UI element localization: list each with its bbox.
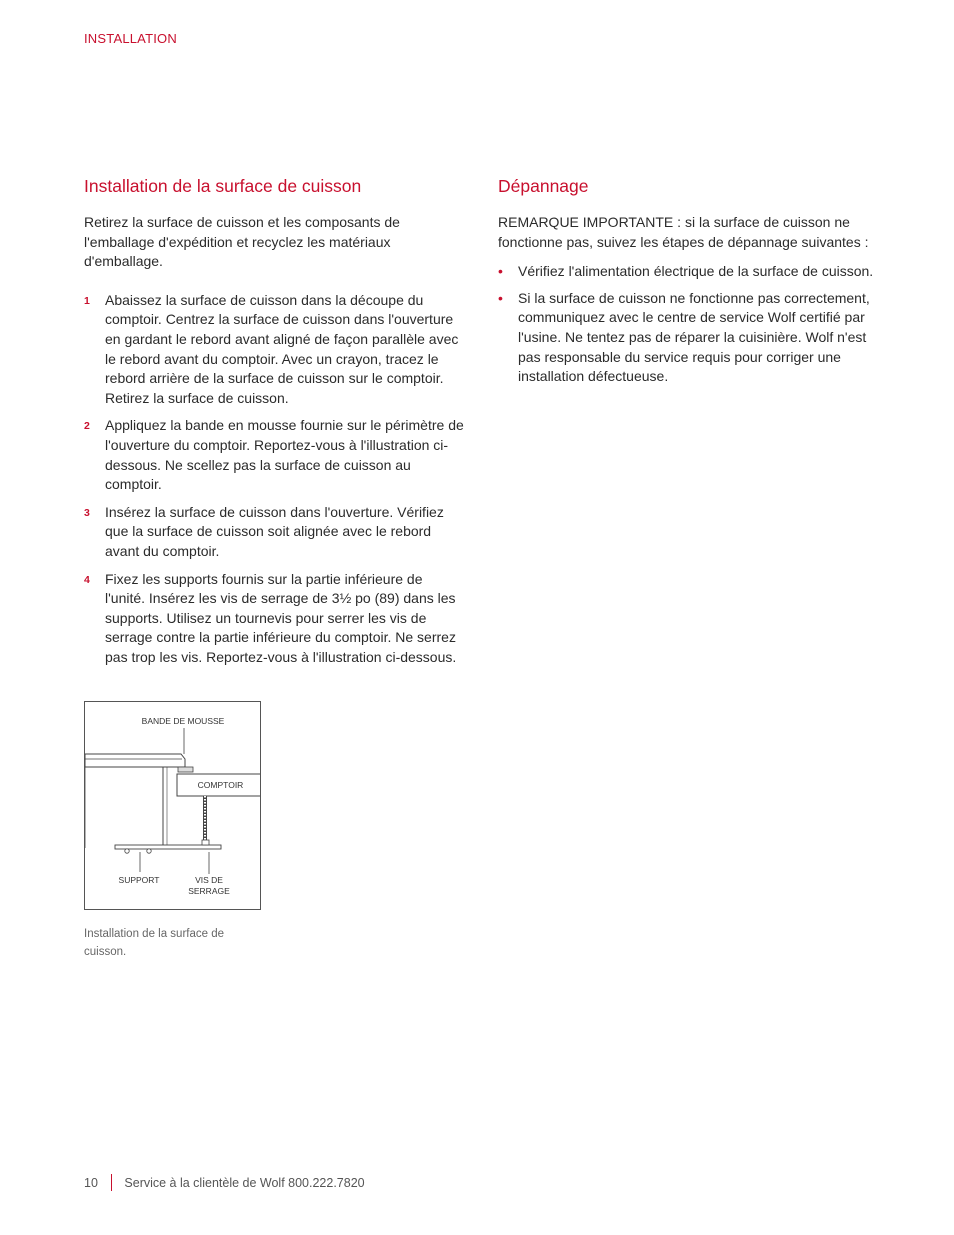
screw-label-line-1: VIS DE xyxy=(195,875,223,885)
screw-label xyxy=(179,875,239,896)
screw-label-line-2: SERRAGE xyxy=(188,885,230,896)
cooktop-panel xyxy=(85,754,185,767)
important-note xyxy=(498,213,880,252)
step-text: Appliquez la bande en mousse fournie sur le périmètre de l'ouverture du comptoir. Reportez-vous à l'illustration ci-dessous. Ne scellez pas la surface de cuisson au comptoir. xyxy=(105,417,464,493)
list-item xyxy=(498,262,880,282)
section-label: INSTALLATION xyxy=(84,31,177,46)
page-number: 10 xyxy=(84,1175,98,1190)
list-item-text: Si la surface de cuisson ne fonctionne pas correctement, communiquez avec le centre de service Wolf certifié par l'usine. Ne tentez pas de réparer la cuisinière. Wolf n'est pas responsable du service requis pour corriger une installation défectueuse. xyxy=(518,289,870,385)
step-item xyxy=(84,416,464,494)
installation-illustration xyxy=(84,701,261,910)
step-number: 2 xyxy=(84,420,90,433)
step-number: 4 xyxy=(84,573,90,586)
foam-strip xyxy=(178,767,193,772)
note-label: REMARQUE IMPORTANTE : xyxy=(498,214,682,230)
step-text: Insérez la surface de cuisson dans l'ouverture. Vérifiez que la surface de cuisson soit alignée avec le rebord avant du comptoir. xyxy=(105,503,444,559)
support-bracket xyxy=(115,845,221,849)
list-item xyxy=(498,289,880,387)
step-item xyxy=(84,291,464,409)
page-footer xyxy=(84,1174,365,1191)
installation-steps xyxy=(84,291,464,668)
installation-heading: Installation de la surface de cuisson xyxy=(84,176,362,196)
step-item xyxy=(84,503,464,562)
figure-caption: Installation de la surface de cuisson. xyxy=(84,928,225,958)
bullet-icon: • xyxy=(498,263,503,280)
foam-label: BANDE DE MOUSSE xyxy=(141,716,225,726)
support-label: SUPPORT xyxy=(118,875,160,885)
installation-intro: Retirez la surface de cuisson et les composants de l'emballage d'expédition et recyclez les matériaux d'emballage. xyxy=(84,214,400,270)
bullet-icon: • xyxy=(498,289,503,306)
service-contact: Service à la clientèle de Wolf 800.222.7820 xyxy=(124,1175,365,1190)
troubleshooting-list xyxy=(498,262,880,387)
step-text: Fixez les supports fournis sur la partie inférieure de l'unité. Insérez les vis de serrage de 3½ po (89) dans les supports. Utilisez un tournevis pour serrer les vis de serrage contre la partie inférieure du comptoir. Ne serrez pas trop les vis. Reportez-vous à l'illustration ci-dessous. xyxy=(105,570,457,665)
troubleshooting-heading: Dépannage xyxy=(498,176,589,196)
step-number: 1 xyxy=(84,294,90,307)
counter-label: COMPTOIR xyxy=(197,780,244,790)
step-item xyxy=(84,570,464,668)
step-text: Abaissez la surface de cuisson dans la découpe du comptoir. Centrez la surface de cuisson dans l'ouverture en gardant le rebord avant aligné de façon parallèle avec le rebord avant du comptoir. Avec un crayon, tracez le rebord arrière de la surface de cuisson sur le comptoir. Retirez la surface de cuisson. xyxy=(105,291,459,406)
footer-divider xyxy=(111,1174,113,1191)
troubleshooting-section xyxy=(498,176,880,394)
note-text: si la surface de cuisson ne fonctionne pas, suivez les étapes de dépannage suivantes : xyxy=(498,214,869,250)
list-item-text: Vérifiez l'alimentation électrique de la surface de cuisson. xyxy=(518,263,874,280)
step-number: 3 xyxy=(84,506,90,519)
installation-section xyxy=(84,176,464,675)
